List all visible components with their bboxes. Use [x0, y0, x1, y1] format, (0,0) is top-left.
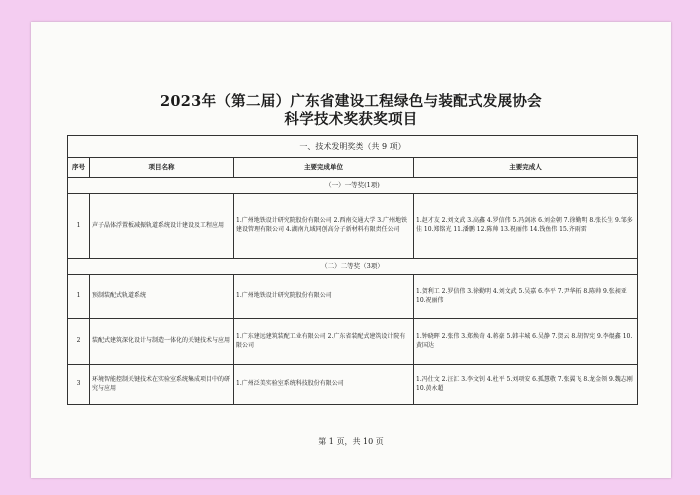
- row-units: 1.广州地铁设计研究院股份有限公司: [234, 275, 414, 319]
- row-people: 1.钟晓晖 2.张伟 3.郑焕奇 4.蒋豪 5.韩丰城 6.吴静 7.贺云 8.胡智宪 9.李焜鑫 10.黄国达: [414, 319, 638, 365]
- row-units: 1.广州地铁设计研究院股份有限公司 2.西南交通大学 3.广州地铁建设管理有限公司 4.湖南九域同创高分子新材料有限责任公司: [234, 194, 414, 259]
- table-row: [68, 194, 638, 259]
- row-num: 1: [68, 194, 90, 259]
- row-project-name: 装配式建筑深化设计与制造一体化的关键技术与应用: [90, 319, 234, 365]
- row-people: 1.冯仕文 2.汪汇 3.李文钊 4.杜平 5.刘项安 6.孤慧敬 7.张翼飞 8.龙金领 9.魏志刚 10.黄永超: [414, 365, 638, 405]
- section-title-row: [68, 136, 638, 158]
- header-units: 主要完成单位: [234, 158, 414, 178]
- document-title-line2: 科学技术奖获奖项目: [284, 111, 418, 128]
- header-people: 主要完成人: [414, 158, 638, 178]
- page-number-footer: 第 1 页，共 10 页: [318, 437, 384, 446]
- row-num: 3: [68, 365, 90, 405]
- row-project-name: 声子晶体浮置板减振轨道系统设计建设及工程应用: [90, 194, 234, 259]
- row-project-name: 预制装配式轨道系统: [90, 275, 234, 319]
- header-num: 序号: [68, 158, 90, 178]
- table-row: [68, 275, 638, 319]
- award-first-label: （一）一等奖(1项): [68, 178, 638, 194]
- row-people: 1.贺利工 2.罗信伟 3.徐勤明 4.刘文武 5.吴嘉 6.李平 7.尹华拓 8.陈帅 9.张昶亚 10.祝丽伟: [414, 275, 638, 319]
- row-units: 1.广州泛美实验室系统科技股份有限公司: [234, 365, 414, 405]
- row-people: 1.赵才友 2.刘文武 3.高鑫 4.罗信伟 5.冯剑冰 6.刘金朝 7.徐勤明 8.张长生 9.邹多佳 10.郑铭光 11.潘鹏 12.陈帅 13.祝丽伟 14.钱鱼伟 15.齐雨雷: [414, 194, 638, 259]
- award-second-label: （二）二等奖（3项）: [68, 259, 638, 275]
- row-num: 1: [68, 275, 90, 319]
- table-header-row: [68, 158, 638, 178]
- table-row: [68, 319, 638, 365]
- row-units: 1.广东建远建筑装配工业有限公司 2.广东省装配式建筑设计院有限公司: [234, 319, 414, 365]
- table-row: [68, 365, 638, 405]
- document-page: [31, 22, 671, 478]
- award-level-row: [68, 259, 638, 275]
- section-title: 一、技术发明奖类（共 9 项）: [68, 136, 638, 158]
- row-project-name: 环境智能控制关键技术在实验室系统集成项目中的研究与应用: [90, 365, 234, 405]
- row-num: 2: [68, 319, 90, 365]
- award-table: [67, 135, 638, 405]
- award-level-row: [68, 178, 638, 194]
- document-title-line1: 2023年（第二届）广东省建设工程绿色与装配式发展协会: [160, 93, 542, 110]
- header-name: 项目名称: [90, 158, 234, 178]
